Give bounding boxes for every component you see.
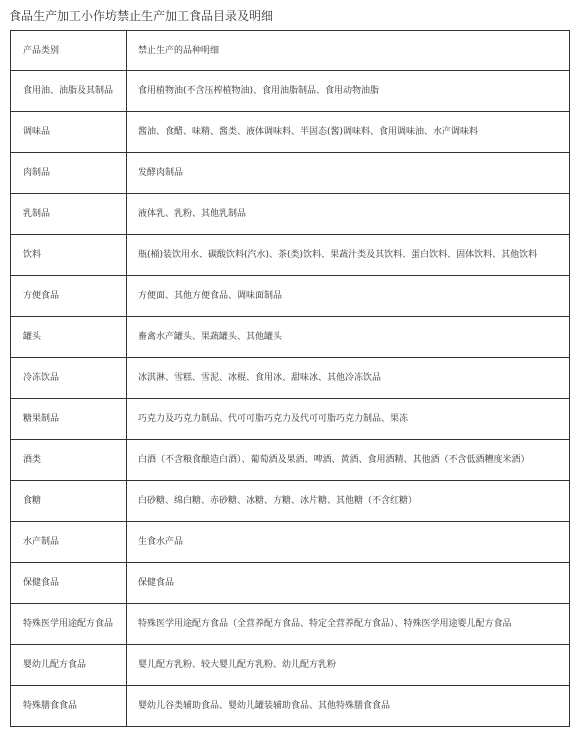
detail-cell: 酱油、食醋、味精、酱类、液体调味料、半固态(酱)调味料、食用调味油、水产调味料 [127,112,570,153]
detail-cell: 婴幼儿谷类辅助食品、婴幼儿罐装辅助食品、其他特殊膳食食品 [127,686,570,727]
table-row [11,71,570,112]
detail-cell: 食用植物油(不含压榨植物油)、食用油脂制品、食用动物油脂 [127,71,570,112]
table-row [11,686,570,727]
category-cell: 特殊膳食食品 [11,686,127,727]
table-row [11,604,570,645]
category-cell: 婴幼儿配方食品 [11,645,127,686]
table-row [11,481,570,522]
page-title: 食品生产加工小作坊禁止生产加工食品目录及明细 [9,9,274,23]
table-row [11,112,570,153]
detail-cell: 冰淇淋、雪糕、雪泥、冰棍、食用冰、甜味冰、其他冷冻饮品 [127,358,570,399]
header-detail: 禁止生产的品种明细 [127,31,570,71]
table-row [11,563,570,604]
category-cell: 方便食品 [11,276,127,317]
category-cell: 糖果制品 [11,399,127,440]
table-row [11,317,570,358]
detail-cell: 特殊医学用途配方食品（全营养配方食品、特定全营养配方食品）、特殊医学用途婴儿配方食品 [127,604,570,645]
table-header-row [11,31,570,71]
category-cell: 饮料 [11,235,127,276]
detail-cell: 婴儿配方乳粉、较大婴儿配方乳粉、幼儿配方乳粉 [127,645,570,686]
category-cell: 水产制品 [11,522,127,563]
catalog-table-body [11,31,570,727]
table-row [11,645,570,686]
category-cell: 罐头 [11,317,127,358]
catalog-table [10,30,570,727]
detail-cell: 方便面、其他方便食品、调味面制品 [127,276,570,317]
detail-cell: 液体乳、乳粉、其他乳制品 [127,194,570,235]
category-cell: 保健食品 [11,563,127,604]
table-row [11,194,570,235]
category-cell: 特殊医学用途配方食品 [11,604,127,645]
table-row [11,276,570,317]
detail-cell: 白酒（不含粮食酿造白酒）、葡萄酒及果酒、啤酒、黄酒、食用酒精、其他酒（不含低酒糟度米酒） [127,440,570,481]
detail-cell: 巧克力及巧克力制品、代可可脂巧克力及代可可脂巧克力制品、果冻 [127,399,570,440]
detail-cell: 发酵肉制品 [127,153,570,194]
table-row [11,522,570,563]
category-cell: 食用油、油脂及其制品 [11,71,127,112]
category-cell: 乳制品 [11,194,127,235]
detail-cell: 生食水产品 [127,522,570,563]
table-row [11,358,570,399]
table-row [11,399,570,440]
table-row [11,440,570,481]
category-cell: 调味品 [11,112,127,153]
category-cell: 肉制品 [11,153,127,194]
detail-cell: 白砂糖、绵白糖、赤砂糖、冰糖、方糖、冰片糖、其他糖（不含红糖） [127,481,570,522]
detail-cell: 瓶(桶)装饮用水、碳酸饮料(汽水)、茶(类)饮料、果蔬汁类及其饮料、蛋白饮料、固体饮料、其他饮料 [127,235,570,276]
table-row [11,153,570,194]
table-row [11,235,570,276]
header-category: 产品类别 [11,31,127,71]
detail-cell: 保健食品 [127,563,570,604]
category-cell: 冷冻饮品 [11,358,127,399]
detail-cell: 畜禽水产罐头、果蔬罐头、其他罐头 [127,317,570,358]
category-cell: 酒类 [11,440,127,481]
category-cell: 食糖 [11,481,127,522]
